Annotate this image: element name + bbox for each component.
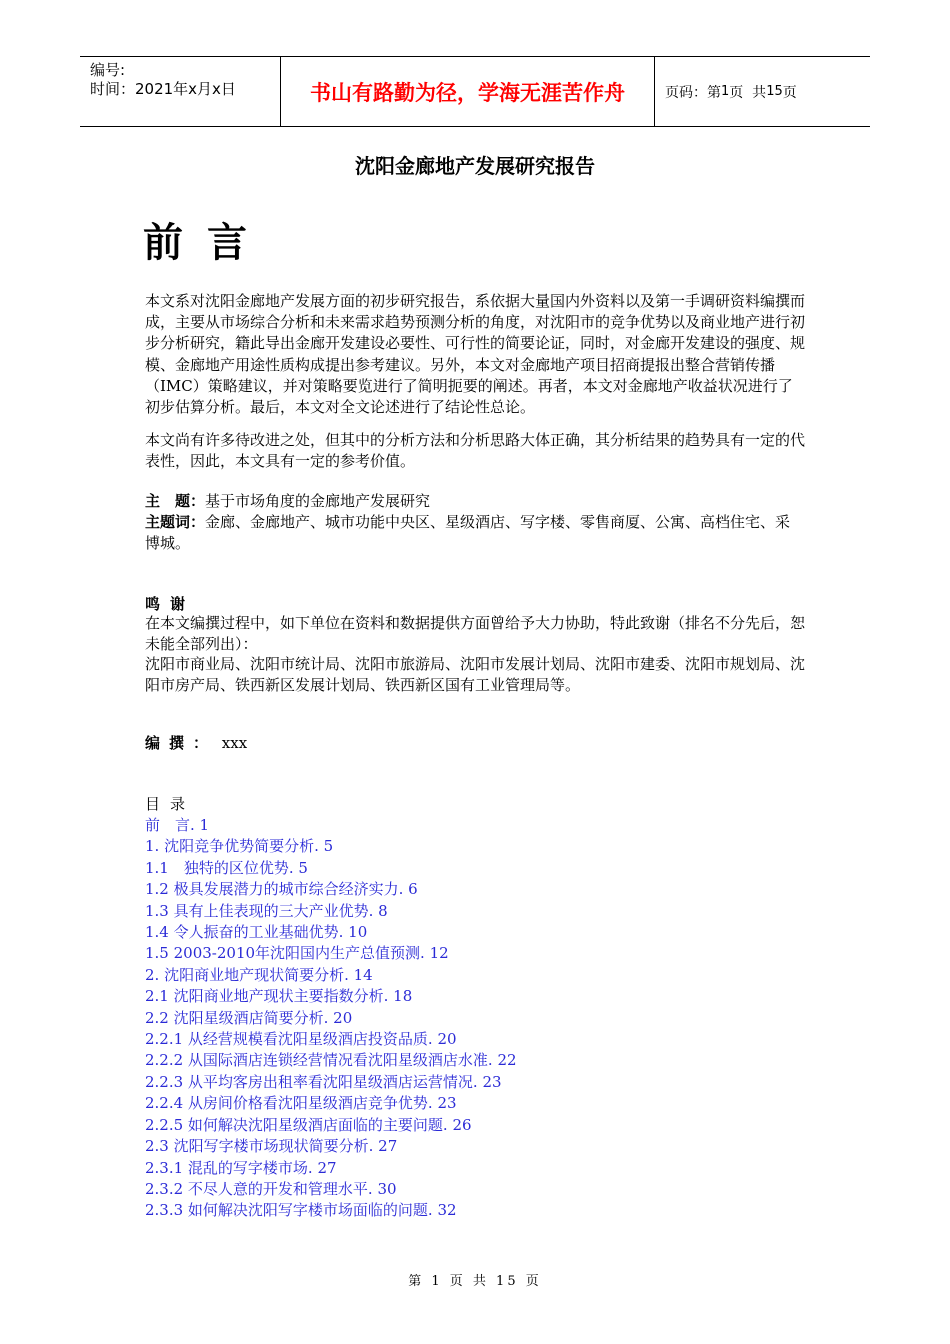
toc-item[interactable]: 2.3.1 混乱的写字楼市场. 27	[145, 1158, 337, 1177]
page-footer: 第 1 页 共 15 页	[408, 1274, 542, 1289]
keywords-line	[145, 512, 805, 554]
acknowledgement-text: 在本文编撰过程中，如下单位在资料和数据提供方面曾给予大力协助，特此致谢（排名不分先后，恕未能全部列出）：	[145, 614, 806, 654]
toc-item[interactable]: 2. 沈阳商业地产现状简要分析. 14	[145, 965, 373, 984]
acknowledgement-units: 沈阳市商业局、沈阳市统计局、沈阳市旅游局、沈阳市发展计划局、沈阳市建委、沈阳市规划局、沈阳市房产局、铁西新区发展计划局、铁西新区国有工业管理局等。	[145, 655, 806, 695]
keywords-value: 金廊、金廊地产、城市功能中央区、星级酒店、写字楼、零售商厦、公寓、高档住宅、采博城。	[145, 513, 791, 553]
subject-value: 基于市场角度的金廊地产发展研究	[205, 492, 431, 510]
keywords-label: 主题词：	[145, 513, 206, 531]
toc-item[interactable]: 2.2.1 从经营规模看沈阳星级酒店投资品质. 20	[145, 1030, 457, 1049]
editor-label: 编撰：	[145, 734, 218, 752]
toc-item[interactable]: 1.3 具有上佳表现的三大产业优势. 8	[145, 901, 388, 920]
toc-item[interactable]: 1.4 令人振奋的工业基础优势. 10	[145, 923, 368, 942]
page-mid: 页 共	[729, 84, 767, 101]
header-page-info	[655, 57, 870, 126]
toc-item[interactable]: 2.2.5 如何解决沈阳星级酒店面临的主要问题. 26	[145, 1115, 472, 1134]
toc-item[interactable]: 2.3.3 如何解决沈阳写字楼市场面临的问题. 32	[145, 1201, 457, 1220]
toc-item[interactable]: 2.2.4 从房间价格看沈阳星级酒店竞争优势. 23	[145, 1094, 457, 1113]
toc-item[interactable]: 2.2 沈阳星级酒店简要分析. 20	[145, 1008, 353, 1027]
toc-item[interactable]: 前 言. 1	[145, 816, 210, 834]
toc-item[interactable]: 2.3.2 不尽人意的开发和管理水平. 30	[145, 1179, 397, 1198]
toc-item[interactable]: 2.2.2 从国际酒店连锁经营情况看沈阳星级酒店水准. 22	[145, 1051, 517, 1070]
toc-item[interactable]: 2.3 沈阳写字楼市场现状简要分析. 27	[145, 1137, 398, 1156]
page-prefix: 页码：第	[665, 84, 721, 101]
header-motto: 书山有路勤为径，学海无涯苦作舟	[281, 57, 655, 126]
table-of-contents	[145, 815, 517, 1222]
intro-paragraph: 本文尚有许多待改进之处，但其中的分析方法和分析思路大体正确，其分析结果的趋势具有一定的代表性，因此，本文具有一定的参考价值。	[145, 431, 806, 471]
document-title: 沈阳金廊地产发展研究报告	[355, 154, 595, 178]
header-table	[80, 56, 870, 127]
page-current: 1	[721, 84, 730, 99]
page-total: 15	[766, 84, 783, 99]
toc-title: 目录	[145, 795, 196, 813]
document-time: 时间：2021年x月x日	[90, 80, 236, 98]
toc-item[interactable]: 1. 沈阳竞争优势简要分析. 5	[145, 837, 334, 856]
acknowledgement-title: 鸣谢	[145, 595, 196, 613]
toc-item[interactable]: 1.2 极具发展潜力的城市综合经济实力. 6	[145, 880, 418, 899]
toc-item[interactable]: 2.2.3 从平均客房出租率看沈阳星级酒店运营情况. 23	[145, 1072, 502, 1091]
toc-item[interactable]: 1.1 独特的区位优势. 5	[145, 858, 308, 877]
preface-heading: 前言	[143, 220, 271, 266]
editor-value: xxx	[221, 734, 248, 752]
toc-item[interactable]: 1.5 2003-2010年沈阳国内生产总值预测. 12	[145, 944, 449, 963]
toc-item[interactable]: 2.1 沈阳商业地产现状主要指数分析. 18	[145, 987, 413, 1006]
subject-label: 主 题：	[145, 492, 206, 510]
subject-line	[145, 491, 805, 512]
page-suffix: 页	[782, 84, 797, 101]
editor-line	[145, 733, 247, 754]
document-number-label: 编号:	[90, 61, 126, 79]
header-meta-cell	[80, 57, 281, 126]
intro-paragraph: 本文系对沈阳金廊地产发展方面的初步研究报告，系依据大量国内外资料以及第一手调研资料编撰而成，主要从市场综合分析和未来需求趋势预测分析的角度，对沈阳市的竞争优势以及商业地产进行初步分析研究，籍此导出金廊开发建设必要性、可行性的简要论证，同时，对金廊开发建设的强度、规模、金廊地产用途性质构成提出参考建议。另外，本文对金廊地产项目招商提报出整合营销传播（IMC）策略建议，并对策略要览进行了简明扼要的阐述。再者，本文对金廊地产收益状况进行了初步估算分析。最后，本文对全文论述进行了结论性总论。	[145, 292, 806, 417]
